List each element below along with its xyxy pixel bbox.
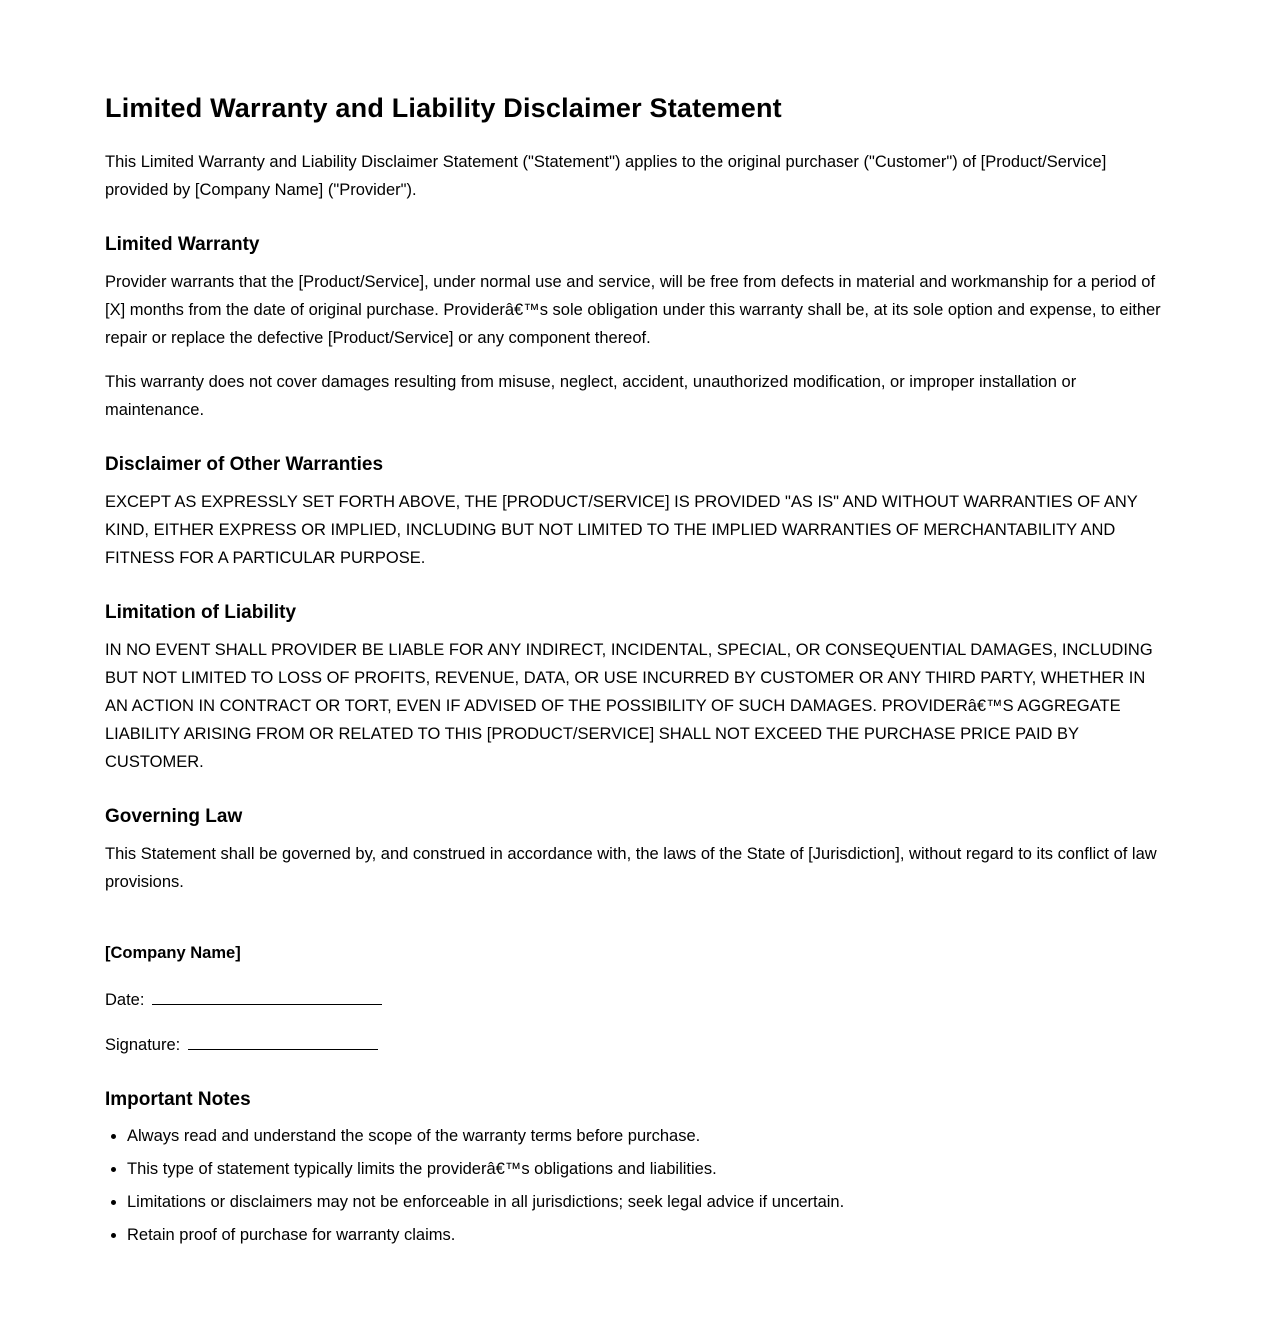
date-label: Date:	[105, 991, 145, 1009]
section-heading-governing-law: Governing Law	[105, 806, 243, 827]
signature-block	[105, 944, 1170, 1055]
company-name: [Company Name]	[105, 944, 241, 962]
signature-label: Signature:	[105, 1036, 181, 1054]
intro-paragraph: This Limited Warranty and Liability Disclaimer Statement ("Statement") applies to the original purchaser ("Customer") of [Product/Service] provided by [Company Name] ("Provider").	[105, 153, 1107, 199]
section-heading-disclaimer-other-warranties: Disclaimer of Other Warranties	[105, 454, 384, 475]
section-heading-limitation-of-liability: Limitation of Liability	[105, 602, 297, 623]
important-notes-list	[105, 1125, 1170, 1246]
section-heading-important-notes: Important Notes	[105, 1089, 251, 1110]
signature-fill-line	[188, 1036, 378, 1050]
date-row	[105, 991, 1170, 1010]
list-item: • Limitations or disclaimers may not be enforceable in all jurisdictions; seek legal advice if uncertain.	[127, 1191, 1170, 1213]
section-paragraph: IN NO EVENT SHALL PROVIDER BE LIABLE FOR ANY INDIRECT, INCIDENTAL, SPECIAL, OR CONSEQUENTIAL DAMAGES, INCLUDING BUT NOT LIMITED TO LOSS OF PROFITS, REVENUE, DATA, OR USE INCURRED BY CUSTOMER OR ANY THIRD PARTY, WHETHER IN AN ACTION IN CONTRACT OR TORT, EVEN IF ADVISED OF THE POSSIBILITY OF SUCH DAMAGES. PROVIDERâ€™S AGGREGATE LIABILITY ARISING FROM OR RELATED TO THIS [PRODUCT/SERVICE] SHALL NOT EXCEED THE PURCHASE PRICE PAID BY CUSTOMER.	[105, 641, 1153, 771]
section-paragraph: This Statement shall be governed by, and construed in accordance with, the laws of the State of [Jurisdiction], without regard to its conflict of law provisions.	[105, 845, 1157, 891]
page-title: Limited Warranty and Liability Disclaimer Statement	[105, 93, 782, 123]
date-fill-line	[152, 991, 382, 1005]
list-item: • Retain proof of purchase for warranty claims.	[127, 1224, 1170, 1246]
signature-row	[105, 1036, 1170, 1055]
section-heading-limited-warranty: Limited Warranty	[105, 234, 260, 255]
list-item: • This type of statement typically limits the providerâ€™s obligations and liabilities.	[127, 1158, 1170, 1180]
section-paragraph: EXCEPT AS EXPRESSLY SET FORTH ABOVE, THE [PRODUCT/SERVICE] IS PROVIDED "AS IS" AND WITHOUT WARRANTIES OF ANY KIND, EITHER EXPRESS OR IMPLIED, INCLUDING BUT NOT LIMITED TO THE IMPLIED WARRANTIES OF MERCHANTABILITY AND FITNESS FOR A PARTICULAR PURPOSE.	[105, 493, 1138, 567]
section-paragraph: This warranty does not cover damages resulting from misuse, neglect, accident, unauthorized modification, or improper installation or maintenance.	[105, 373, 1077, 419]
list-item: • Always read and understand the scope of the warranty terms before purchase.	[127, 1125, 1170, 1147]
section-paragraph: Provider warrants that the [Product/Service], under normal use and service, will be free from defects in material and workmanship for a period of [X] months from the date of original purchase. Providerâ€™s sole obligation under this warranty shall be, at its sole option and expense, to either repair or replace the defective [Product/Service] or any component thereof.	[105, 273, 1161, 347]
